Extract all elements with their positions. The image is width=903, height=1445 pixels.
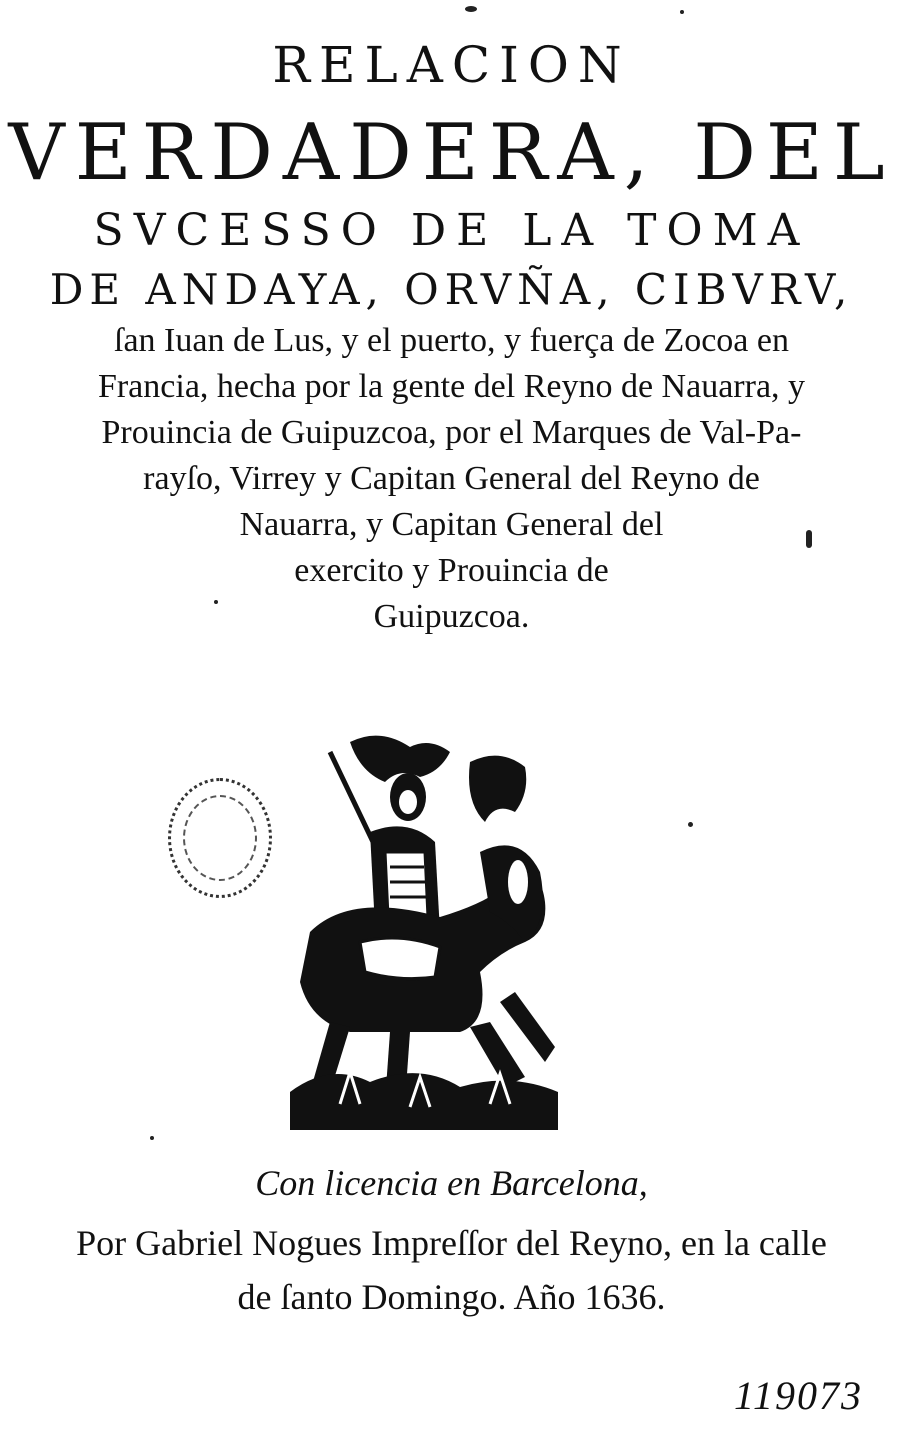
body-line-5: Nauarra, y Capitan General del (239, 506, 664, 543)
street-year-line: de ſanto Domingo. Año 1636. (237, 1277, 666, 1317)
body-line-2: Francia, hecha por la gente del Reyno de Nauarra, y (97, 368, 806, 405)
license-line: Con licencia en Barcelona, (255, 1163, 648, 1203)
title-line-4: DE ANDAYA, ORVÑA, CIBVRV, (49, 265, 854, 314)
printer-line: Por Gabriel Nogues Impreſſor del Reyno, en la calle (76, 1223, 827, 1263)
library-stamp (168, 778, 272, 898)
ink-speck (214, 600, 218, 604)
body-line-7: Guipuzcoa. (373, 598, 530, 635)
title-line-1: RELACION (272, 36, 631, 94)
horseman-woodcut-illustration (290, 732, 558, 1130)
ink-speck (806, 530, 812, 548)
body-line-4: rayſo, Virrey y Capitan General del Reyno de (143, 460, 760, 497)
body-line-3: Prouincia de Guipuzcoa, por el Marques de Val-Pa- (101, 414, 802, 451)
body-line-1: ſan Iuan de Lus, y el puerto, y fuerça de Zocoa en (114, 322, 789, 359)
title-line-2: VERDADERA, DEL (8, 108, 895, 198)
title-line-3: SVCESSO DE LA TOMA (93, 205, 810, 256)
ink-speck (688, 822, 693, 827)
ink-speck (150, 1136, 154, 1140)
body-line-6: exercito y Prouincia de (294, 552, 609, 589)
ink-speck (465, 6, 477, 12)
handwritten-shelfmark: 119073 (733, 1373, 863, 1418)
ink-speck (680, 10, 684, 14)
